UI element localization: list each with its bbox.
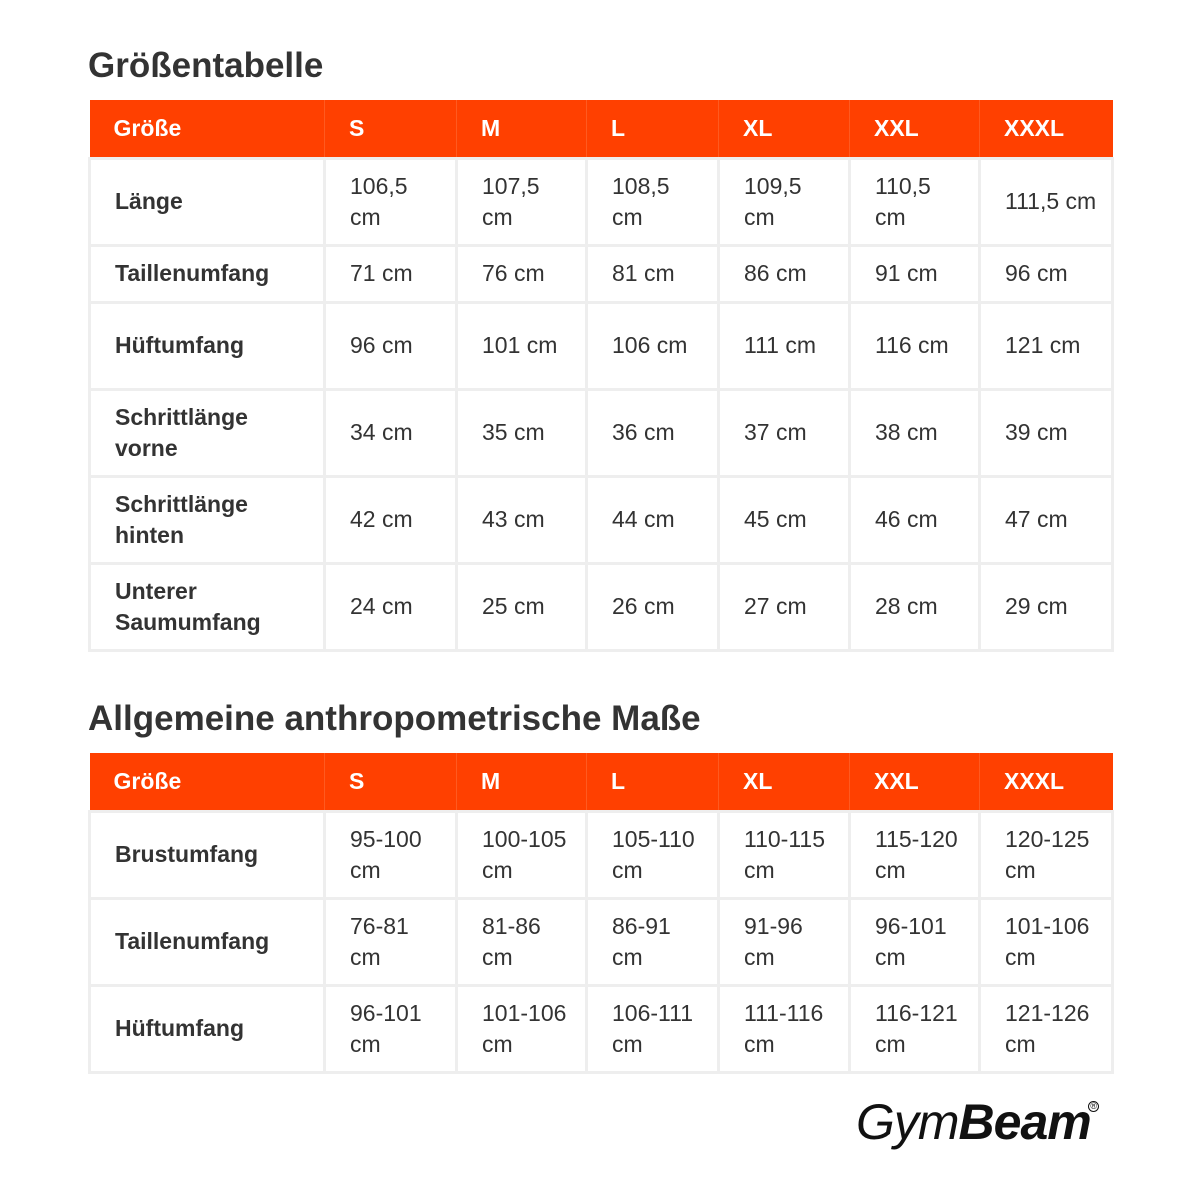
logo-text-beam: Beam bbox=[958, 1094, 1091, 1150]
table-cell: 76 cm bbox=[457, 245, 587, 302]
table-cell: 111-116 cm bbox=[719, 985, 850, 1072]
header-cell: XXL bbox=[850, 100, 980, 158]
header-cell: Größe bbox=[90, 100, 325, 158]
table-cell: 116 cm bbox=[850, 302, 980, 389]
header-cell: XL bbox=[719, 753, 850, 811]
table-cell: 81 cm bbox=[587, 245, 719, 302]
header-cell: S bbox=[325, 100, 457, 158]
table-row bbox=[90, 898, 1113, 985]
table-cell: 25 cm bbox=[457, 563, 587, 650]
table-row bbox=[90, 985, 1113, 1072]
table-cell: 24 cm bbox=[325, 563, 457, 650]
table-cell: 116-121 cm bbox=[850, 985, 980, 1072]
table-cell: 110,5 cm bbox=[850, 158, 980, 245]
table-row bbox=[90, 811, 1113, 898]
table-cell: 28 cm bbox=[850, 563, 980, 650]
table-cell: 108,5 cm bbox=[587, 158, 719, 245]
row-label: Schrittlänge vorne bbox=[90, 389, 325, 476]
table-cell: 121 cm bbox=[980, 302, 1113, 389]
table-cell: 106-111 cm bbox=[587, 985, 719, 1072]
table-cell: 36 cm bbox=[587, 389, 719, 476]
header-cell: XXL bbox=[850, 753, 980, 811]
header-cell: XL bbox=[719, 100, 850, 158]
anthropometric-title: Allgemeine anthropometrische Maße bbox=[88, 699, 701, 738]
table-cell: 115-120 cm bbox=[850, 811, 980, 898]
table-cell: 43 cm bbox=[457, 476, 587, 563]
table-cell: 105-110 cm bbox=[587, 811, 719, 898]
table-cell: 71 cm bbox=[325, 245, 457, 302]
row-label: Taillenumfang bbox=[90, 245, 325, 302]
table-cell: 100-105 cm bbox=[457, 811, 587, 898]
table-cell: 95-100 cm bbox=[325, 811, 457, 898]
table-cell: 101-106 cm bbox=[980, 898, 1113, 985]
table-cell: 42 cm bbox=[325, 476, 457, 563]
table-cell: 101 cm bbox=[457, 302, 587, 389]
row-label: Brustumfang bbox=[90, 811, 325, 898]
table-cell: 26 cm bbox=[587, 563, 719, 650]
table-cell: 107,5 cm bbox=[457, 158, 587, 245]
header-cell: L bbox=[587, 100, 719, 158]
table-cell: 38 cm bbox=[850, 389, 980, 476]
logo-text-gym: Gym bbox=[856, 1094, 959, 1150]
table-cell: 86 cm bbox=[719, 245, 850, 302]
table-cell: 91 cm bbox=[850, 245, 980, 302]
row-label: Unterer Saumumfang bbox=[90, 563, 325, 650]
table-cell: 47 cm bbox=[980, 476, 1113, 563]
table-header-row bbox=[90, 100, 1113, 158]
table-row bbox=[90, 302, 1113, 389]
table-header-row bbox=[90, 753, 1113, 811]
table-cell: 96 cm bbox=[325, 302, 457, 389]
table-cell: 46 cm bbox=[850, 476, 980, 563]
table-cell: 106 cm bbox=[587, 302, 719, 389]
table-cell: 27 cm bbox=[719, 563, 850, 650]
size-chart-table bbox=[88, 100, 1114, 652]
table-cell: 111,5 cm bbox=[980, 158, 1113, 245]
table-row bbox=[90, 563, 1113, 650]
table-row bbox=[90, 476, 1113, 563]
table-cell: 45 cm bbox=[719, 476, 850, 563]
table-row bbox=[90, 389, 1113, 476]
table-cell: 96-101 cm bbox=[325, 985, 457, 1072]
header-cell: S bbox=[325, 753, 457, 811]
size-chart-title: Größentabelle bbox=[88, 46, 324, 85]
row-label: Hüftumfang bbox=[90, 985, 325, 1072]
table-cell: 120-125 cm bbox=[980, 811, 1113, 898]
row-label: Hüftumfang bbox=[90, 302, 325, 389]
table-cell: 121-126 cm bbox=[980, 985, 1113, 1072]
table-cell: 96-101 cm bbox=[850, 898, 980, 985]
table-cell: 96 cm bbox=[980, 245, 1113, 302]
table-cell: 111 cm bbox=[719, 302, 850, 389]
table-cell: 44 cm bbox=[587, 476, 719, 563]
table-cell: 34 cm bbox=[325, 389, 457, 476]
table-cell: 106,5 cm bbox=[325, 158, 457, 245]
table-cell: 86-91 cm bbox=[587, 898, 719, 985]
table-cell: 110-115 cm bbox=[719, 811, 850, 898]
header-cell: XXXL bbox=[980, 100, 1113, 158]
gymbeam-logo bbox=[856, 1094, 1097, 1150]
header-cell: M bbox=[457, 100, 587, 158]
table-cell: 91-96 cm bbox=[719, 898, 850, 985]
table-cell: 101-106 cm bbox=[457, 985, 587, 1072]
table-row bbox=[90, 245, 1113, 302]
table-cell: 109,5 cm bbox=[719, 158, 850, 245]
header-cell: M bbox=[457, 753, 587, 811]
table-cell: 37 cm bbox=[719, 389, 850, 476]
row-label: Taillenumfang bbox=[90, 898, 325, 985]
row-label: Länge bbox=[90, 158, 325, 245]
registered-mark-icon: ® bbox=[1088, 1101, 1099, 1112]
table-cell: 29 cm bbox=[980, 563, 1113, 650]
header-cell: Größe bbox=[90, 753, 325, 811]
row-label: Schrittlänge hinten bbox=[90, 476, 325, 563]
table-cell: 35 cm bbox=[457, 389, 587, 476]
table-cell: 76-81 cm bbox=[325, 898, 457, 985]
header-cell: L bbox=[587, 753, 719, 811]
header-cell: XXXL bbox=[980, 753, 1113, 811]
table-row bbox=[90, 158, 1113, 245]
table-cell: 39 cm bbox=[980, 389, 1113, 476]
table-cell: 81-86 cm bbox=[457, 898, 587, 985]
anthropometric-table bbox=[88, 753, 1114, 1074]
